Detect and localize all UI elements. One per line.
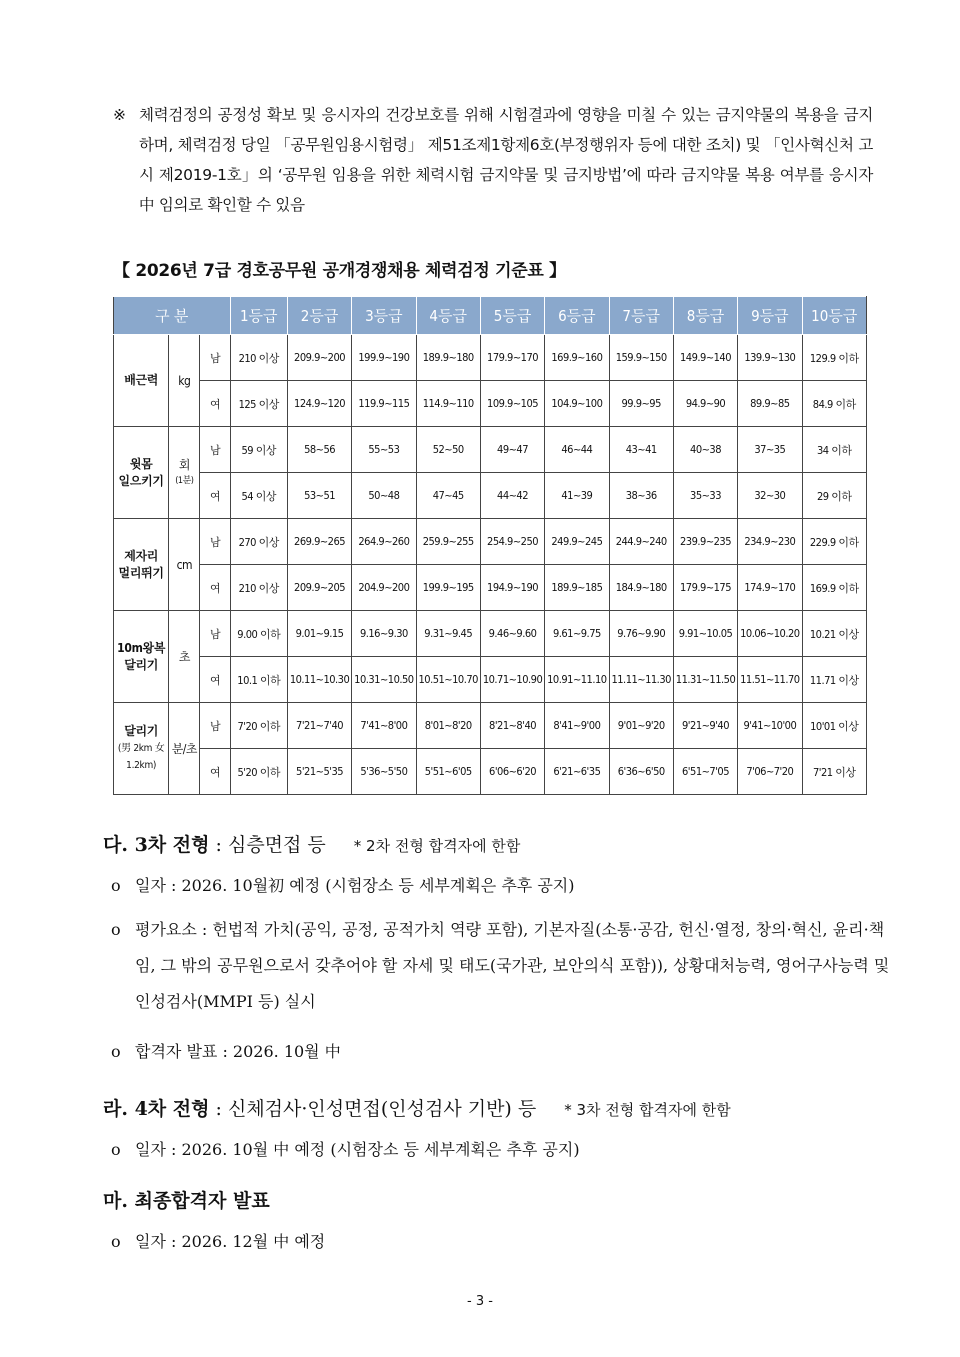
prohibited-drug-notice [113,100,873,220]
grade-cell: 209.9~200 [287,335,351,381]
grade-cell: 6'21~6'35 [545,749,609,795]
grade-cell: 6'51~7'05 [673,749,737,795]
grade-cell: 10.06~10.20 [738,611,802,657]
row-unit [169,611,200,703]
sex-female: 여 [200,749,230,795]
grade-cell: 5'20 이하 [230,749,287,795]
grade-cell: 43~41 [609,427,673,473]
grade-cell: 5'51~6'05 [416,749,480,795]
grade-cell: 104.9~100 [545,381,609,427]
section-3-title: 심층면접 등 [227,834,326,856]
table-row [114,657,867,703]
category-line: 제자리 [124,548,159,563]
grade-cell: 149.9~140 [673,335,737,381]
grade-cell: 249.9~245 [545,519,609,565]
grade-cell: 6'06~6'20 [480,749,544,795]
section-3-item [111,868,871,904]
grade-cell: 11.71 이상 [802,657,866,703]
row-unit [169,519,200,611]
grade-cell: 46~44 [545,427,609,473]
item-text: 일자 : 2026. 10월 中 예정 (시험장소 등 세부계획은 추후 공지) [135,1140,580,1159]
row-category [114,427,169,519]
grade-cell: 7'41~8'00 [352,703,416,749]
grade-cell: 7'20 이하 [230,703,287,749]
grade-cell: 84.9 이하 [802,381,866,427]
grade-cell: 179.9~170 [480,335,544,381]
sex-male: 남 [200,335,230,381]
grade-cell: 10.11~10.30 [287,657,351,703]
grade-cell: 99.9~95 [609,381,673,427]
category-line: 일으키기 [118,473,164,488]
grade-cell: 11.51~11.70 [738,657,802,703]
row-category [114,335,169,427]
grade-cell: 239.9~235 [673,519,737,565]
page-number: - 3 - [467,1294,493,1309]
sex-female: 여 [200,565,230,611]
grade-cell: 9'01~9'20 [609,703,673,749]
grade-cell: 11.11~11.30 [609,657,673,703]
grade-cell: 10.91~11.10 [545,657,609,703]
header-category: 구 분 [114,297,231,335]
grade-cell: 10.1 이하 [230,657,287,703]
category-sub: (男 2km 女 1.2km) [117,743,165,771]
grade-cell: 9'21~9'40 [673,703,737,749]
grade-cell: 94.9~90 [673,381,737,427]
grade-cell: 40~38 [673,427,737,473]
item-text: 평가요소 : 헌법적 가치(공익, 공정, 공적가치 역량 포함), 기본자질(소통·공감, 헌신·열정, 창의·혁신, 윤리·책임, 그 밖의 공무원으로서 갖추어야 할 자세 및 태도(국가관, 보안의식 포함)), 상황대처능력, 영어구사능력 및 인성검사(MMPI 등) 실시 [135,920,890,1011]
table-row [114,335,867,381]
grade-cell: 9.61~9.75 [545,611,609,657]
bullet: o [111,1042,121,1061]
notice-text: 체력검정의 공정성 확보 및 응시자의 건강보호를 위해 시험결과에 영향을 미칠 수 있는 금지약물의 복용을 금지하며, 체력검정 당일 「공무원임용시험령」 제51조제1항제6호(부정행위자 등에 대한 조치) 및 「인사혁신처 고시 제2019-1호」의 ‘공무원 임용을 위한 체력시험 금지약물 및 금지방법’에 따라 금지약물 복용 여부를 응시자 中 임의로 확인할 수 있음 [139,106,873,214]
grade-cell: 34 이하 [802,427,866,473]
grade-cell: 259.9~255 [416,519,480,565]
grade-cell: 10'01 이상 [802,703,866,749]
grade-cell: 10.71~10.90 [480,657,544,703]
grade-cell: 199.9~190 [352,335,416,381]
row-category [114,703,169,795]
grade-cell: 5'21~5'35 [287,749,351,795]
bullet: o [111,1232,121,1251]
grade-cell: 204.9~200 [352,565,416,611]
header-grade-2: 2등급 [287,297,351,335]
grade-cell: 9'41~10'00 [738,703,802,749]
grade-cell: 7'06~7'20 [738,749,802,795]
sex-male: 남 [200,519,230,565]
sex-female: 여 [200,473,230,519]
grade-cell: 49~47 [480,427,544,473]
unit-label: 회 [178,457,190,472]
unit-sub: (1분) [175,475,194,486]
grade-cell: 59 이상 [230,427,287,473]
grade-cell: 6'36~6'50 [609,749,673,795]
header-grade-10: 10등급 [802,297,866,335]
grade-cell: 194.9~190 [480,565,544,611]
table-row [114,381,867,427]
grade-cell: 109.9~105 [480,381,544,427]
grade-cell: 269.9~265 [287,519,351,565]
header-grade-4: 4등급 [416,297,480,335]
grade-cell: 210 이상 [230,335,287,381]
item-text: 합격자 발표 : 2026. 10월 中 [135,1042,341,1061]
grade-cell: 41~39 [545,473,609,519]
grade-cell: 9.46~9.60 [480,611,544,657]
grade-cell: 210 이상 [230,565,287,611]
grade-cell: 8'01~8'20 [416,703,480,749]
unit-label: 초 [178,649,190,664]
grade-cell: 7'21 이상 [802,749,866,795]
grade-cell: 124.9~120 [287,381,351,427]
sex-female: 여 [200,657,230,703]
grade-cell: 9.16~9.30 [352,611,416,657]
grade-cell: 55~53 [352,427,416,473]
section-3-heading [103,830,520,857]
grade-cell: 129.9 이하 [802,335,866,381]
table-title: 【 2026년 7급 경호공무원 공개경쟁채용 체력검정 기준표 】 [113,261,566,281]
grade-cell: 119.9~115 [352,381,416,427]
grade-cell: 169.9 이하 [802,565,866,611]
grade-cell: 47~45 [416,473,480,519]
grade-cell: 179.9~175 [673,565,737,611]
header-grade-3: 3등급 [352,297,416,335]
grade-cell: 234.9~230 [738,519,802,565]
grade-cell: 264.9~260 [352,519,416,565]
row-unit [169,703,200,795]
item-text: 일자 : 2026. 12월 中 예정 [135,1232,326,1251]
section-3-item [111,1034,871,1070]
section-4-label: 라. 4차 전형 [103,1098,210,1120]
grade-cell: 54 이상 [230,473,287,519]
section-3-label: 다. 3차 전형 [103,834,210,856]
grade-cell: 7'21~7'40 [287,703,351,749]
table-row [114,565,867,611]
bullet: o [111,920,121,939]
grade-cell: 9.91~10.05 [673,611,737,657]
bullet: o [111,876,121,895]
grade-cell: 169.9~160 [545,335,609,381]
grade-cell: 50~48 [352,473,416,519]
grade-cell: 199.9~195 [416,565,480,611]
grade-cell: 52~50 [416,427,480,473]
section-4-colon: : [209,1098,228,1120]
section-3-item [111,912,891,1020]
grade-cell: 32~30 [738,473,802,519]
section-4-item [111,1132,871,1168]
row-unit [169,335,200,427]
category-line: 멀리뛰기 [118,565,164,580]
header-grade-6: 6등급 [545,297,609,335]
section-3-note: * 2차 전형 합격자에 한함 [353,837,521,855]
grade-cell: 125 이상 [230,381,287,427]
section-4-note: * 3차 전형 합격자에 한함 [564,1101,731,1119]
grade-cell: 8'21~8'40 [480,703,544,749]
grade-cell: 254.9~250 [480,519,544,565]
grade-cell: 189.9~185 [545,565,609,611]
sex-male: 남 [200,703,230,749]
grade-cell: 244.9~240 [609,519,673,565]
table-row [114,611,867,657]
grade-cell: 184.9~180 [609,565,673,611]
header-grade-7: 7등급 [609,297,673,335]
section-5-heading [103,1186,270,1213]
sex-male: 남 [200,427,230,473]
grade-cell: 174.9~170 [738,565,802,611]
unit-label: 분/초 [171,741,198,756]
grade-cell: 9.00 이하 [230,611,287,657]
grade-cell: 270 이상 [230,519,287,565]
grade-cell: 35~33 [673,473,737,519]
grade-cell: 159.9~150 [609,335,673,381]
category-line: 달리기 [124,657,159,672]
reference-mark: ※ [113,106,126,124]
grade-cell: 5'36~5'50 [352,749,416,795]
grade-cell: 58~56 [287,427,351,473]
grade-cell: 89.9~85 [738,381,802,427]
header-grade-8: 8등급 [673,297,737,335]
table-row [114,703,867,749]
unit-label: cm [176,557,193,572]
grade-cell: 209.9~205 [287,565,351,611]
row-category [114,519,169,611]
category-line: 윗몸 [129,456,153,471]
grade-cell: 11.31~11.50 [673,657,737,703]
grade-cell: 9.01~9.15 [287,611,351,657]
grade-cell: 10.51~10.70 [416,657,480,703]
fitness-standard-table [113,296,867,795]
item-text: 일자 : 2026. 10월初 예정 (시험장소 등 세부계획은 추후 공지) [135,876,575,895]
grade-cell: 10.31~10.50 [352,657,416,703]
row-category [114,611,169,703]
category-line: 배근력 [124,373,159,387]
section-4-heading [103,1094,731,1121]
grade-cell: 9.31~9.45 [416,611,480,657]
grade-cell: 8'41~9'00 [545,703,609,749]
grade-cell: 189.9~180 [416,335,480,381]
grade-cell: 37~35 [738,427,802,473]
category-line: 달리기 [124,724,159,738]
grade-cell: 10.21 이상 [802,611,866,657]
section-3-colon: : [209,834,228,856]
table-row [114,473,867,519]
sex-male: 남 [200,611,230,657]
grade-cell: 44~42 [480,473,544,519]
bullet: o [111,1140,121,1159]
section-5-label: 마. 최종합격자 발표 [103,1190,270,1212]
grade-cell: 139.9~130 [738,335,802,381]
sex-female: 여 [200,381,230,427]
grade-cell: 38~36 [609,473,673,519]
grade-cell: 29 이하 [802,473,866,519]
header-grade-5: 5등급 [480,297,544,335]
section-4-title: 신체검사·인성면접(인성검사 기반) 등 [227,1098,537,1120]
table-row [114,749,867,795]
grade-cell: 53~51 [287,473,351,519]
section-5-item [111,1224,871,1260]
header-grade-9: 9등급 [738,297,802,335]
table-header-row [114,297,867,335]
grade-cell: 114.9~110 [416,381,480,427]
table-row [114,427,867,473]
table-row [114,519,867,565]
category-line: 10m왕복 [117,640,166,655]
unit-label: kg [178,373,191,388]
grade-cell: 9.76~9.90 [609,611,673,657]
row-unit [169,427,200,519]
header-grade-1: 1등급 [230,297,287,335]
grade-cell: 229.9 이하 [802,519,866,565]
